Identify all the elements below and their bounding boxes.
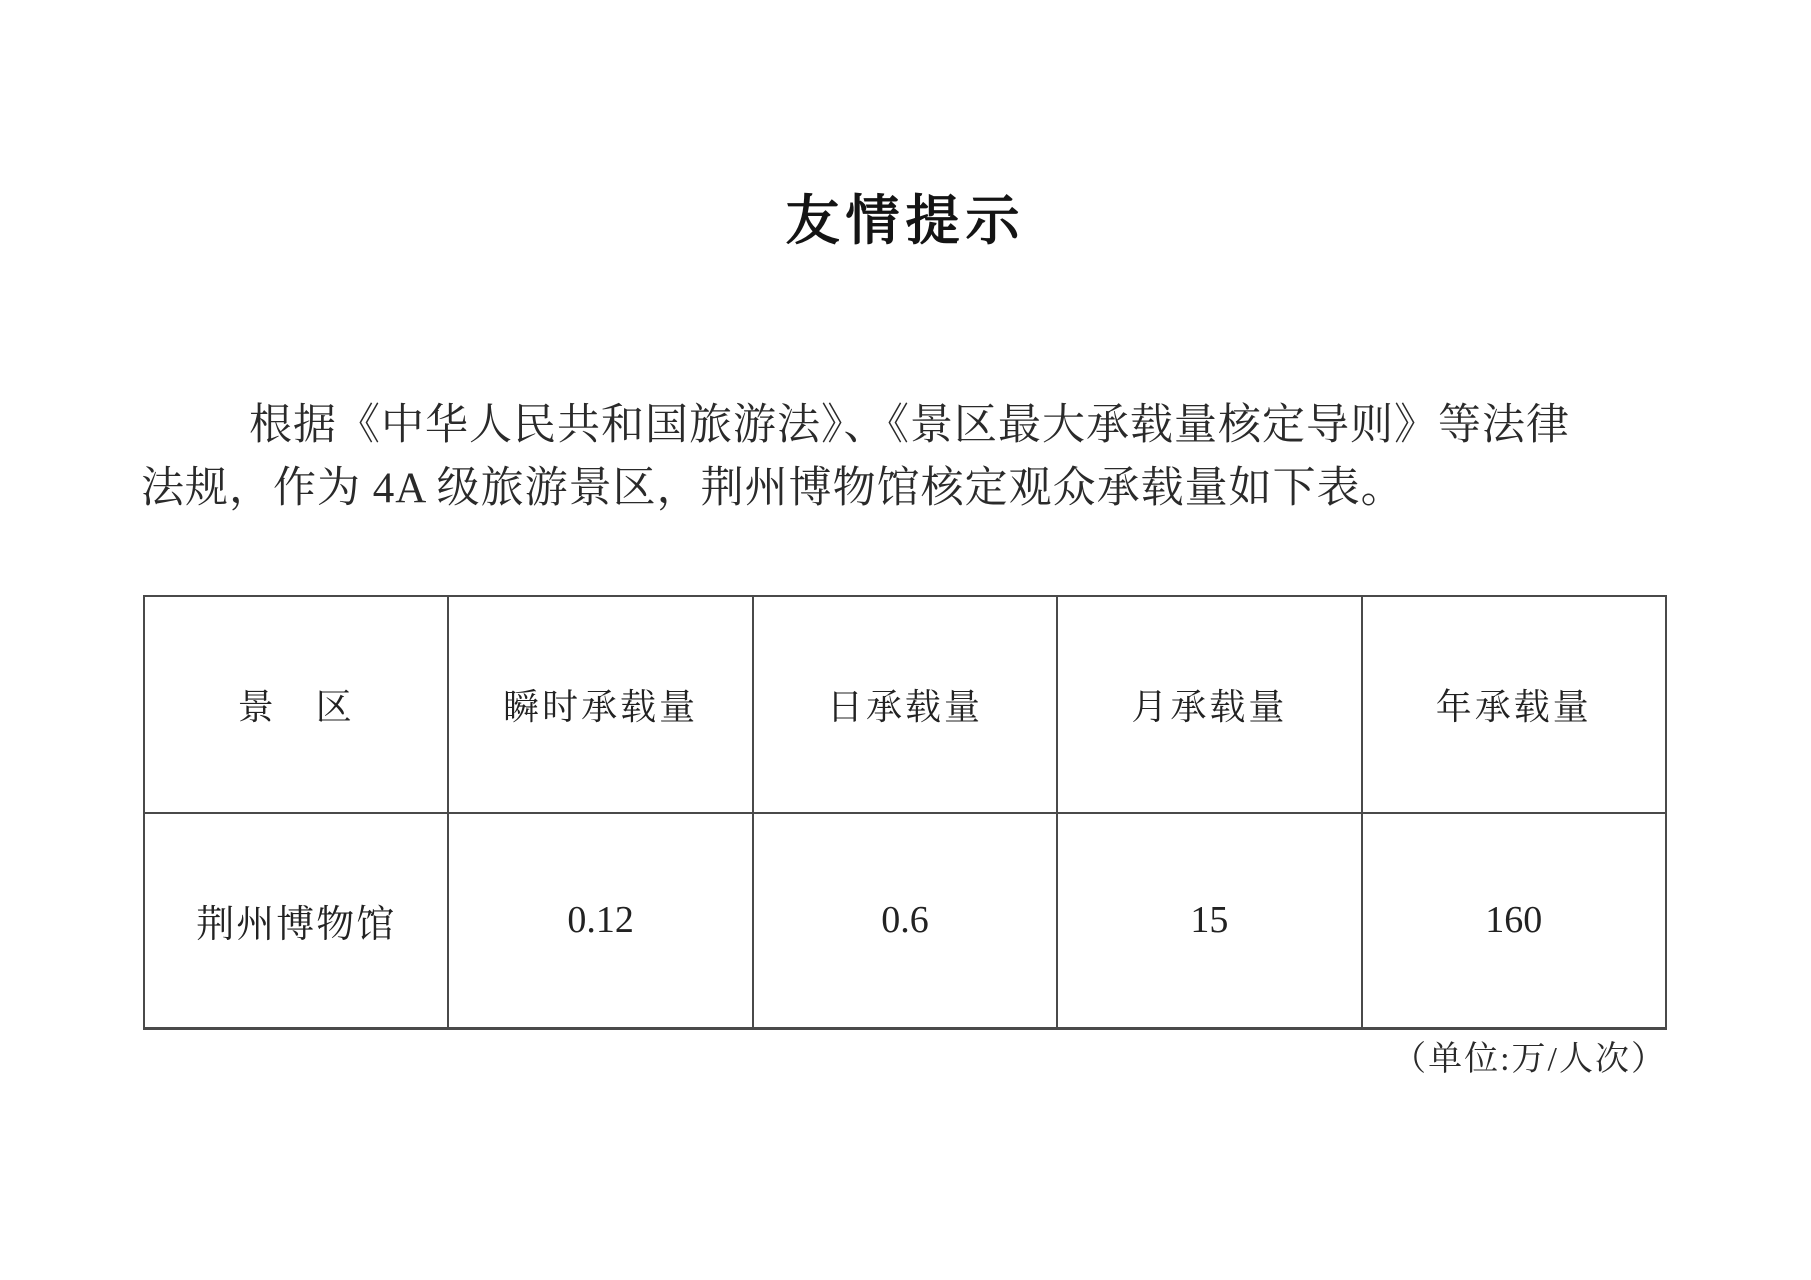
table-header-row bbox=[144, 596, 1666, 813]
header-instant-capacity: 瞬时承载量 bbox=[448, 596, 752, 813]
cell-instant-capacity: 0.12 bbox=[448, 813, 752, 1028]
cell-annual-capacity: 160 bbox=[1362, 813, 1666, 1028]
header-monthly-capacity: 月承载量 bbox=[1057, 596, 1361, 813]
cell-scenic-area-name: 荆州博物馆 bbox=[144, 813, 448, 1028]
header-scenic-area: 景 区 bbox=[144, 596, 448, 813]
cell-daily-capacity: 0.6 bbox=[753, 813, 1057, 1028]
page-title: 友情提示 bbox=[785, 191, 1026, 251]
notice-line-2: 法规，作为 4A 级旅游景区，荆州博物馆核定观众承载量如下表。 bbox=[141, 465, 1405, 512]
notice-line-1: 根据《中华人民共和国旅游法》、《景区最大承载量核定导则》等法律 bbox=[249, 402, 1570, 449]
capacity-table bbox=[143, 595, 1667, 1030]
table-row bbox=[144, 813, 1666, 1028]
notice-paragraph bbox=[141, 394, 1647, 520]
header-annual-capacity: 年承载量 bbox=[1362, 596, 1666, 813]
header-daily-capacity: 日承载量 bbox=[753, 596, 1057, 813]
unit-note: （单位:万/人次） bbox=[1392, 1041, 1667, 1078]
cell-monthly-capacity: 15 bbox=[1057, 813, 1361, 1028]
